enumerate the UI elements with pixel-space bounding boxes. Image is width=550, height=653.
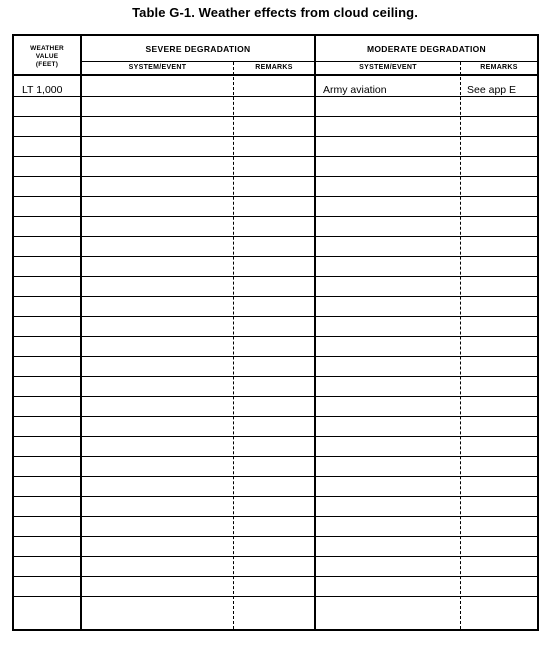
row-rule (14, 516, 537, 517)
row-rule (14, 176, 537, 177)
divider-severe-moderate (314, 36, 316, 629)
row-rule (14, 296, 537, 297)
divider-moderate-remarks (460, 62, 461, 629)
row-rule (14, 356, 537, 357)
row-rule (14, 396, 537, 397)
row-rule (14, 476, 537, 477)
row-rule (14, 116, 537, 117)
row-rule (14, 496, 537, 497)
row-rule (14, 136, 537, 137)
row-rule (14, 276, 537, 277)
row-rule (14, 436, 537, 437)
header-moderate-system: SYSTEM/EVENT (359, 64, 417, 71)
cell-moderate-system: Army aviation (323, 84, 387, 96)
row-rule (14, 196, 537, 197)
row-rule (14, 456, 537, 457)
header-moderate-remarks: REMARKS (480, 64, 518, 71)
cell-weather-value: LT 1,000 (22, 84, 63, 96)
row-rule (14, 216, 537, 217)
header-moderate-degradation: MODERATE DEGRADATION (366, 44, 486, 54)
row-rule (14, 336, 537, 337)
divider-severe-remarks (233, 62, 234, 629)
row-rule (14, 316, 537, 317)
header-subrule (82, 61, 537, 62)
weather-effects-table (12, 34, 539, 631)
row-rule (14, 536, 537, 537)
row-rule (14, 156, 537, 157)
row-rule (14, 576, 537, 577)
row-rule (14, 376, 537, 377)
row-rule (14, 96, 537, 97)
header-severe-system: SYSTEM/EVENT (128, 64, 187, 71)
row-rule (14, 256, 537, 257)
divider-weather-value (80, 36, 82, 629)
header-bottom-rule (14, 74, 537, 76)
header-weather-value: WEATHER VALUE (FEET) (30, 45, 64, 68)
row-rule (14, 416, 537, 417)
cell-moderate-remarks: See app E (467, 84, 517, 96)
row-rule (14, 236, 537, 237)
page-title: Table G-1. Weather effects from cloud ceiling. (132, 5, 418, 20)
row-rule (14, 556, 537, 557)
header-severe-remarks: REMARKS (255, 64, 293, 71)
row-rule (14, 596, 537, 597)
header-severe-degradation: SEVERE DEGRADATION (145, 44, 251, 54)
